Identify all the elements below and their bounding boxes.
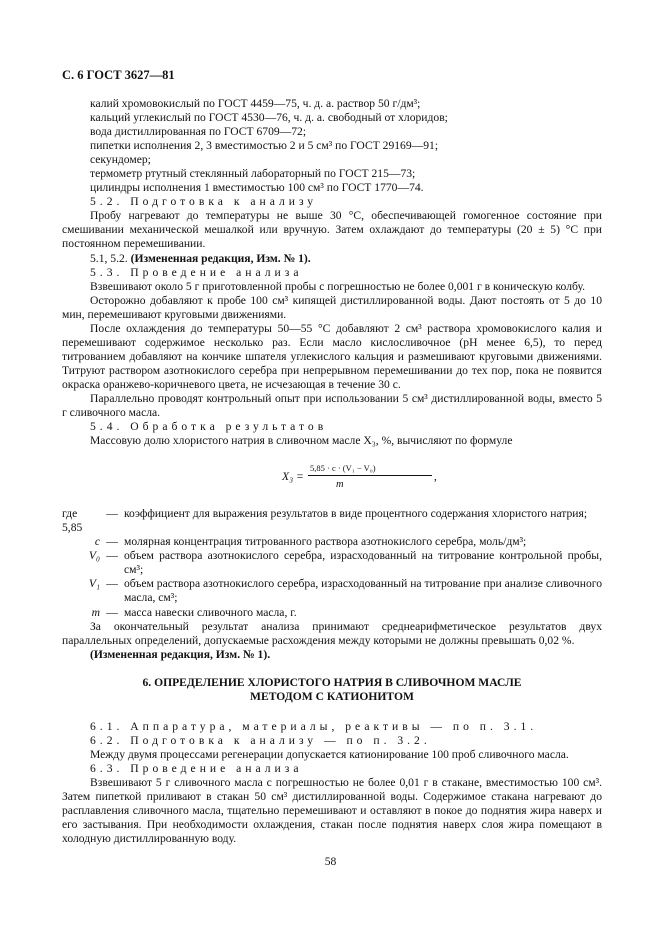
section-title-line: МЕТОДОМ С КАТИОНИТОМ: [250, 689, 414, 703]
definition-text: объем раствора азотнокислого серебра, израсходованный на титрование при анализе сливочного масла, см³;: [124, 577, 602, 605]
dash: —: [106, 577, 118, 591]
section-6-title: [62, 676, 602, 704]
section-heading-5-2: 5.2. Подготовка к анализу: [90, 195, 318, 209]
paragraph: Взвешивают 5 г сливочного масла с погрешностью не более 0,01 г в стакане, вместимостью 100 см³. Затем пипеткой приливают в стакан 50 см³ дистиллированной воды. Содержимое стакана нагревают до расплавления сливочного масла, тщательно перемешивают и оставляют в покое до поднятия жира наверх и его застывания. При необходимости охлаждения, стакан после поднятия наверх слоя жира помещают в холодную дистиллированную воду.: [62, 775, 602, 846]
definition-row: [62, 577, 602, 605]
definition-row: [62, 549, 602, 577]
paragraph: Взвешивают около 5 г приготовленной пробы с погрешностью не более 0,001 г в коническую колбу.: [90, 279, 585, 293]
dash: —: [106, 549, 118, 563]
ref-prefix: 5.1, 5.2.: [90, 251, 128, 265]
list-item: пипетки исполнения 2, 3 вместимостью 2 и 5 см³ по ГОСТ 29169—91;: [90, 139, 439, 153]
dash: —: [106, 535, 118, 549]
definition-symbol: c: [94, 535, 100, 549]
amendment-note: (Измененная редакция, Изм. № 1).: [90, 647, 271, 661]
paragraph: Пробу нагревают до температуры не выше 30 °С, обеспечивающей гомогенное состояние при смешивании механической мешалкой или вручную. Затем охлаждают до температуры (20 ± 5) °С при постоянном перемешивании.: [62, 209, 602, 251]
document-body: [62, 97, 602, 846]
formula-lhs: X₃ =: [282, 470, 304, 484]
definitions-list: [62, 507, 602, 619]
paragraph: Массовую долю хлористого натрия в сливочном масле X₃, %, вычисляют по формуле: [90, 434, 513, 448]
paragraph: Между двумя процессами регенерации допускается катионирование 100 проб сливочного масла.: [90, 747, 569, 761]
section-title-line: 6. ОПРЕДЕЛЕНИЕ ХЛОРИСТОГО НАТРИЯ В СЛИВОЧНОМ МАСЛЕ: [142, 675, 522, 689]
definition-symbol: V₁: [88, 577, 100, 591]
amendment-note: [62, 252, 602, 266]
dash: —: [106, 507, 118, 521]
section-heading-5-3: 5.3. Проведение анализа: [90, 265, 303, 279]
list-item: кальций углекислый по ГОСТ 4530—76, ч. д. а. свободный от хлоридов;: [90, 111, 448, 125]
list-item: секундомер;: [90, 153, 151, 167]
list-item: калий хромовокислый по ГОСТ 4459—75, ч. д. а. раствор 50 г/дм³;: [90, 97, 421, 110]
section-heading-6-2: 6.2. Подготовка к анализу — по п. 3.2.: [90, 733, 431, 747]
definition-row: [62, 606, 602, 620]
paragraph: Осторожно добавляют к пробе 100 см³ кипящей дистиллированной воды. Дают постоять от 5 до 10 мин, перемешивают круговыми движениями.: [62, 293, 602, 321]
definition-row: [62, 535, 602, 549]
section-heading-6-3: 6.3. Проведение анализа: [90, 761, 303, 775]
amendment-label: (Измененная редакция, Изм. № 1).: [130, 251, 311, 265]
fraction-bar: [308, 475, 432, 476]
formula: [62, 457, 602, 499]
formula-denominator: m: [336, 479, 344, 491]
section-heading-5-4: 5.4. Обработка результатов: [90, 420, 328, 434]
list-item: вода дистиллированная по ГОСТ 6709—72;: [90, 125, 307, 139]
section-heading-6-1: 6.1. Аппаратура, материалы, реактивы — по п. 3.1.: [90, 719, 538, 733]
page-header: С. 6 ГОСТ 3627—81: [62, 68, 175, 82]
definition-symbol: где 5,85: [62, 507, 83, 535]
dash: —: [106, 605, 118, 619]
definition-text: масса навески сливочного масла, г.: [124, 605, 297, 619]
paragraph: После охлаждения до температуры 50—55 °С добавляют 2 см³ раствора хромовокислого калия и перемешивают содержимое несколько раз. Если масло кислосливочное (рН менее 6,5), то перед титрованием добавляют на кончике шпателя углекислого кальция и размешивают круговыми движениями. Титруют раствором азотнокислого серебра при непрерывном перемешивании до тех пор, пока не появится окраска оранжево-коричневого цвета, не исчезающая в течение 30 с.: [62, 321, 602, 391]
page-number: 58: [324, 855, 337, 868]
definition-symbol: V₀: [88, 549, 100, 563]
paragraph: Параллельно проводят контрольный опыт при использовании 5 см³ дистиллированной воды, вместо 5 г сливочного масла.: [62, 391, 602, 420]
definition-row: [62, 507, 602, 535]
definition-text: коэффициент для выражения результатов в виде процентного содержания хлористого натрия;: [124, 507, 588, 521]
definition-text: молярная концентрация титрованного раствора азотнокислого серебра, моль/дм³;: [124, 535, 527, 549]
list-item: термометр ртутный стеклянный лабораторный по ГОСТ 215—73;: [90, 167, 416, 181]
definition-symbol: m: [91, 605, 100, 619]
list-item: цилиндры исполнения 1 вместимостью 100 см³ по ГОСТ 1770—74.: [90, 181, 424, 195]
paragraph: За окончательный результат анализа принимают среднеарифметическое результатов двух параллельных определений, допускаемые расхождения между которыми не должны превышать 0,02 %.: [62, 619, 602, 647]
reagent-list: [62, 97, 602, 195]
definition-text: объем раствора азотнокислого серебра, израсходованный на титрование контрольной пробы, см³;: [124, 549, 602, 577]
formula-numerator: 5,85 · c · (V₁ − V₀): [310, 463, 376, 474]
formula-tail: ,: [434, 470, 437, 484]
